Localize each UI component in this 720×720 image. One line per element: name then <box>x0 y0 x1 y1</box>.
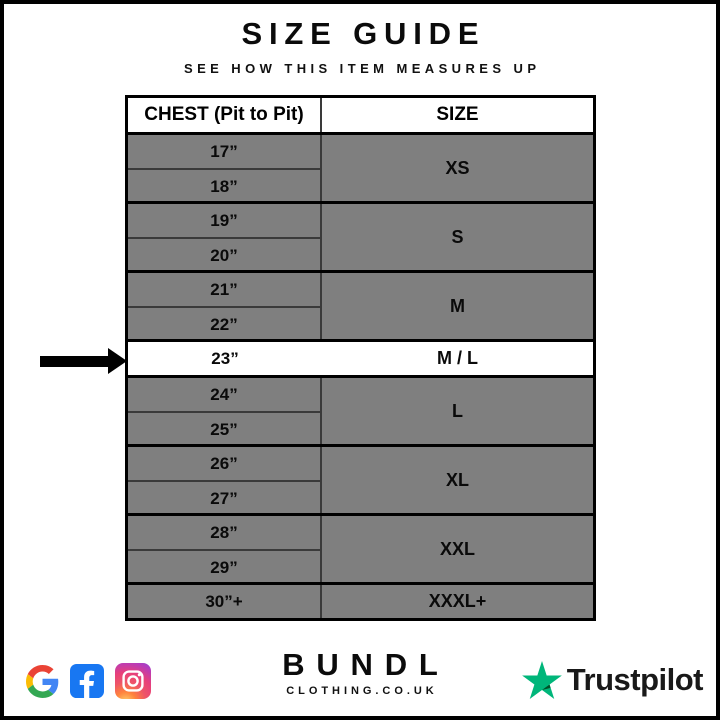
chest-measurement-cell: 27” <box>128 480 320 513</box>
column-header-chest: CHEST (Pit to Pit) <box>128 98 322 132</box>
chest-column-cells <box>128 378 322 444</box>
page-title: SIZE GUIDE <box>241 16 486 51</box>
chest-measurement-cell: 28” <box>210 523 238 542</box>
chest-column-cells <box>128 447 322 513</box>
table-row <box>128 582 593 618</box>
chest-measurement-cell: 19” <box>210 211 238 230</box>
trustpilot-star-icon <box>522 661 562 699</box>
size-label-cell: L <box>452 400 463 421</box>
chest-column-cells <box>128 204 322 270</box>
chest-measurement-cell: 23” <box>211 349 239 368</box>
table-row <box>128 375 593 444</box>
size-label-cell: XXL <box>439 538 475 559</box>
chest-column-cells <box>128 516 322 582</box>
chest-measurement-cell: 25” <box>128 411 320 444</box>
size-label-cell: M <box>450 295 465 316</box>
size-label-cell: XS <box>445 157 470 178</box>
table-row <box>128 135 593 201</box>
table-row <box>128 270 593 339</box>
chest-measurement-cell: 22” <box>128 306 320 339</box>
size-label-cell: XL <box>445 469 469 490</box>
size-table-body <box>128 135 593 618</box>
chest-column-cells <box>128 273 322 339</box>
chest-measurement-cell: 26” <box>210 454 238 473</box>
size-table-header <box>128 98 593 135</box>
trustpilot-logo <box>522 661 703 699</box>
page-subtitle: SEE HOW THIS ITEM MEASURES UP <box>183 61 541 76</box>
chest-measurement-cell: 17” <box>210 142 238 161</box>
brand-name: BUNDL <box>282 647 450 682</box>
chest-column-cells <box>128 585 322 618</box>
table-row <box>128 444 593 513</box>
table-row <box>128 201 593 270</box>
size-label-cell: S <box>451 226 464 247</box>
chest-measurement-cell: 30”+ <box>205 592 243 611</box>
size-table <box>125 95 596 621</box>
column-header-size: SIZE <box>436 104 479 125</box>
chest-measurement-cell: 18” <box>128 168 320 201</box>
size-label-cell: XXXL+ <box>428 591 487 611</box>
trustpilot-wordmark: Trustpilot <box>566 662 703 697</box>
table-row-highlighted <box>128 339 593 375</box>
chest-column-cells <box>128 342 322 375</box>
chest-measurement-cell: 20” <box>128 237 320 270</box>
chest-measurement-cell: 29” <box>128 549 320 582</box>
chest-column-cells <box>128 135 322 201</box>
size-label-cell: M / L <box>437 348 478 368</box>
arrow-shaft <box>40 356 110 367</box>
table-row <box>128 513 593 582</box>
chest-measurement-cell: 24” <box>210 385 238 404</box>
chest-measurement-cell: 21” <box>210 280 238 299</box>
brand-domain: CLOTHING.CO.UK <box>286 685 438 697</box>
